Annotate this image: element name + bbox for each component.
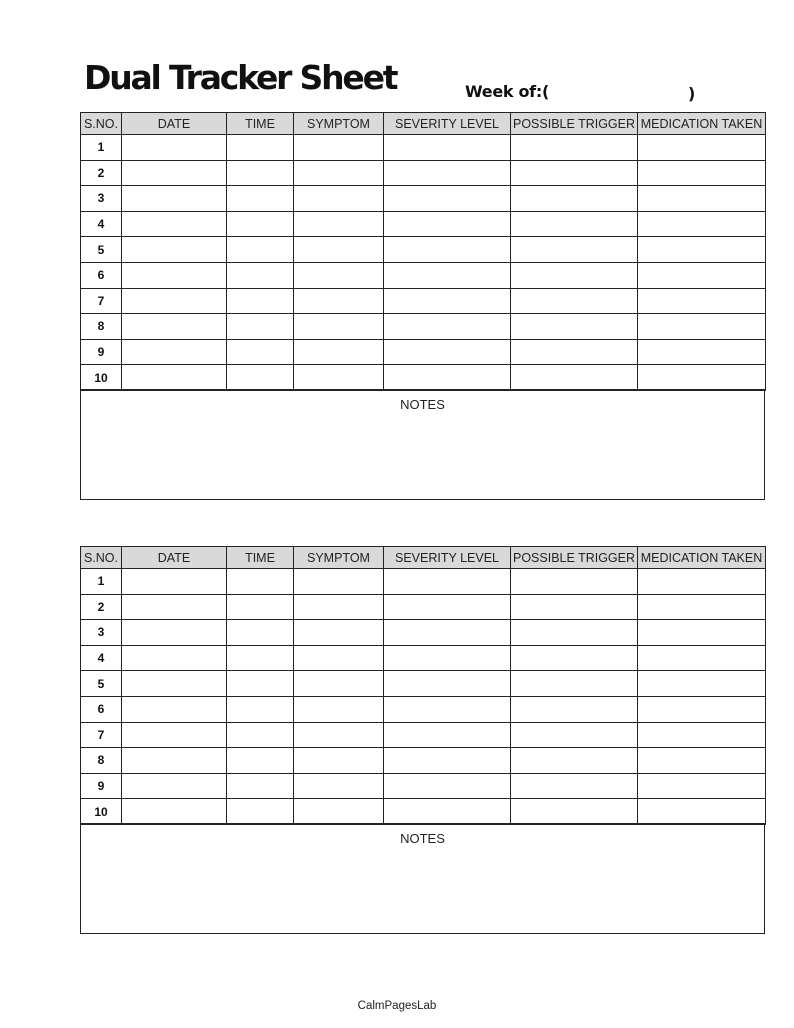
severity-level-cell[interactable]: [384, 186, 511, 212]
medication-taken-cell[interactable]: [638, 569, 766, 595]
possible-trigger-cell[interactable]: [511, 211, 638, 237]
time-cell[interactable]: [227, 160, 294, 186]
symptom-cell[interactable]: [294, 569, 384, 595]
time-cell[interactable]: [227, 799, 294, 825]
symptom-cell[interactable]: [294, 594, 384, 620]
column-header-date: DATE: [122, 113, 227, 135]
column-header-sno: S.NO.: [81, 547, 122, 569]
date-cell[interactable]: [122, 722, 227, 748]
time-cell[interactable]: [227, 186, 294, 212]
severity-level-cell[interactable]: [384, 671, 511, 697]
row-number: 3: [81, 620, 122, 646]
date-cell[interactable]: [122, 262, 227, 288]
column-header-severity-level: SEVERITY LEVEL: [384, 113, 511, 135]
time-cell[interactable]: [227, 339, 294, 365]
symptom-cell[interactable]: [294, 722, 384, 748]
table-row: [81, 314, 766, 340]
medication-taken-cell[interactable]: [638, 186, 766, 212]
severity-level-cell[interactable]: [384, 594, 511, 620]
medication-taken-cell[interactable]: [638, 799, 766, 825]
symptom-cell[interactable]: [294, 314, 384, 340]
row-number: 1: [81, 135, 122, 161]
row-number: 5: [81, 671, 122, 697]
severity-level-cell[interactable]: [384, 722, 511, 748]
possible-trigger-cell[interactable]: [511, 748, 638, 774]
possible-trigger-cell[interactable]: [511, 186, 638, 212]
medication-taken-cell[interactable]: [638, 620, 766, 646]
severity-level-cell[interactable]: [384, 620, 511, 646]
table-row: [81, 339, 766, 365]
date-cell[interactable]: [122, 696, 227, 722]
notes-box[interactable]: [80, 389, 765, 500]
possible-trigger-cell[interactable]: [511, 262, 638, 288]
possible-trigger-cell[interactable]: [511, 160, 638, 186]
tracker-1: [80, 112, 765, 500]
column-header-date: DATE: [122, 547, 227, 569]
column-header-medication-taken: MEDICATION TAKEN: [638, 113, 766, 135]
medication-taken-cell[interactable]: [638, 160, 766, 186]
date-cell[interactable]: [122, 288, 227, 314]
row-number: 8: [81, 748, 122, 774]
row-number: 8: [81, 314, 122, 340]
time-cell[interactable]: [227, 594, 294, 620]
possible-trigger-cell[interactable]: [511, 671, 638, 697]
time-cell[interactable]: [227, 645, 294, 671]
possible-trigger-cell[interactable]: [511, 365, 638, 391]
symptom-cell[interactable]: [294, 645, 384, 671]
table-row: [81, 237, 766, 263]
week-of-close-paren: ): [688, 84, 696, 103]
medication-taken-cell[interactable]: [638, 211, 766, 237]
symptom-cell[interactable]: [294, 748, 384, 774]
row-number: 2: [81, 160, 122, 186]
table-body: [81, 569, 766, 825]
medication-taken-cell[interactable]: [638, 645, 766, 671]
date-cell[interactable]: [122, 671, 227, 697]
date-cell[interactable]: [122, 211, 227, 237]
notes-label: NOTES: [400, 397, 445, 413]
time-cell[interactable]: [227, 237, 294, 263]
possible-trigger-cell[interactable]: [511, 594, 638, 620]
time-cell[interactable]: [227, 288, 294, 314]
tracker-2: [80, 546, 765, 934]
time-cell[interactable]: [227, 262, 294, 288]
severity-level-cell[interactable]: [384, 748, 511, 774]
possible-trigger-cell[interactable]: [511, 645, 638, 671]
date-cell[interactable]: [122, 160, 227, 186]
footer-brand: CalmPagesLab: [357, 1000, 437, 1012]
row-number: 3: [81, 186, 122, 212]
notes-label: NOTES: [400, 831, 445, 847]
column-header-time: TIME: [227, 547, 294, 569]
symptom-cell[interactable]: [294, 365, 384, 391]
column-header-possible-trigger: POSSIBLE TRIGGER: [511, 547, 638, 569]
possible-trigger-cell[interactable]: [511, 773, 638, 799]
column-header-symptom: SYMPTOM: [294, 547, 384, 569]
symptom-cell[interactable]: [294, 186, 384, 212]
row-number: 7: [81, 722, 122, 748]
severity-level-cell[interactable]: [384, 160, 511, 186]
column-header-severity-level: SEVERITY LEVEL: [384, 547, 511, 569]
medication-taken-cell[interactable]: [638, 339, 766, 365]
page-title: Dual Tracker Sheet: [84, 58, 397, 97]
symptom-cell[interactable]: [294, 288, 384, 314]
medication-taken-cell[interactable]: [638, 671, 766, 697]
possible-trigger-cell[interactable]: [511, 722, 638, 748]
date-cell[interactable]: [122, 339, 227, 365]
symptom-cell[interactable]: [294, 696, 384, 722]
date-cell[interactable]: [122, 365, 227, 391]
column-header-medication-taken: MEDICATION TAKEN: [638, 547, 766, 569]
medication-taken-cell[interactable]: [638, 262, 766, 288]
tracker-table-1: [80, 112, 766, 391]
table-row: [81, 696, 766, 722]
time-cell[interactable]: [227, 211, 294, 237]
time-cell[interactable]: [227, 748, 294, 774]
time-cell[interactable]: [227, 365, 294, 391]
symptom-cell[interactable]: [294, 135, 384, 161]
medication-taken-cell[interactable]: [638, 237, 766, 263]
date-cell[interactable]: [122, 799, 227, 825]
symptom-cell[interactable]: [294, 262, 384, 288]
medication-taken-cell[interactable]: [638, 696, 766, 722]
severity-level-cell[interactable]: [384, 569, 511, 595]
row-number: 10: [81, 799, 122, 825]
time-cell[interactable]: [227, 620, 294, 646]
row-number: 4: [81, 645, 122, 671]
row-number: 9: [81, 339, 122, 365]
symptom-cell[interactable]: [294, 211, 384, 237]
table-row: [81, 160, 766, 186]
severity-level-cell[interactable]: [384, 135, 511, 161]
table-row: [81, 620, 766, 646]
table-row: [81, 799, 766, 825]
row-number: 6: [81, 262, 122, 288]
medication-taken-cell[interactable]: [638, 748, 766, 774]
row-number: 7: [81, 288, 122, 314]
possible-trigger-cell[interactable]: [511, 135, 638, 161]
medication-taken-cell[interactable]: [638, 288, 766, 314]
table-row: [81, 262, 766, 288]
column-header-symptom: SYMPTOM: [294, 113, 384, 135]
table-row: [81, 569, 766, 595]
time-cell[interactable]: [227, 722, 294, 748]
table-row: [81, 773, 766, 799]
severity-level-cell[interactable]: [384, 799, 511, 825]
date-cell[interactable]: [122, 620, 227, 646]
symptom-cell[interactable]: [294, 671, 384, 697]
possible-trigger-cell[interactable]: [511, 288, 638, 314]
date-cell[interactable]: [122, 594, 227, 620]
severity-level-cell[interactable]: [384, 262, 511, 288]
column-header-time: TIME: [227, 113, 294, 135]
symptom-cell[interactable]: [294, 773, 384, 799]
symptom-cell[interactable]: [294, 620, 384, 646]
table-row: [81, 211, 766, 237]
week-of-label: Week of:(: [465, 82, 549, 101]
time-cell[interactable]: [227, 671, 294, 697]
row-number: 10: [81, 365, 122, 391]
severity-level-cell[interactable]: [384, 237, 511, 263]
severity-level-cell[interactable]: [384, 773, 511, 799]
medication-taken-cell[interactable]: [638, 773, 766, 799]
table-row: [81, 594, 766, 620]
notes-box[interactable]: [80, 823, 765, 934]
medication-taken-cell[interactable]: [638, 314, 766, 340]
severity-level-cell[interactable]: [384, 339, 511, 365]
severity-level-cell[interactable]: [384, 211, 511, 237]
date-cell[interactable]: [122, 237, 227, 263]
table-header-row: [81, 113, 766, 135]
row-number: 5: [81, 237, 122, 263]
medication-taken-cell[interactable]: [638, 365, 766, 391]
table-row: [81, 288, 766, 314]
row-number: 9: [81, 773, 122, 799]
date-cell[interactable]: [122, 186, 227, 212]
table-row: [81, 186, 766, 212]
column-header-possible-trigger: POSSIBLE TRIGGER: [511, 113, 638, 135]
severity-level-cell[interactable]: [384, 314, 511, 340]
severity-level-cell[interactable]: [384, 288, 511, 314]
symptom-cell[interactable]: [294, 339, 384, 365]
table-row: [81, 722, 766, 748]
tracker-table-2: [80, 546, 766, 825]
possible-trigger-cell[interactable]: [511, 314, 638, 340]
symptom-cell[interactable]: [294, 799, 384, 825]
severity-level-cell[interactable]: [384, 645, 511, 671]
row-number: 2: [81, 594, 122, 620]
table-row: [81, 671, 766, 697]
table-row: [81, 645, 766, 671]
symptom-cell[interactable]: [294, 160, 384, 186]
row-number: 6: [81, 696, 122, 722]
time-cell[interactable]: [227, 314, 294, 340]
possible-trigger-cell[interactable]: [511, 696, 638, 722]
medication-taken-cell[interactable]: [638, 722, 766, 748]
row-number: 1: [81, 569, 122, 595]
table-row: [81, 748, 766, 774]
medication-taken-cell[interactable]: [638, 135, 766, 161]
medication-taken-cell[interactable]: [638, 594, 766, 620]
column-header-sno: S.NO.: [81, 113, 122, 135]
symptom-cell[interactable]: [294, 237, 384, 263]
time-cell[interactable]: [227, 569, 294, 595]
possible-trigger-cell[interactable]: [511, 339, 638, 365]
date-cell[interactable]: [122, 748, 227, 774]
possible-trigger-cell[interactable]: [511, 237, 638, 263]
date-cell[interactable]: [122, 645, 227, 671]
time-cell[interactable]: [227, 773, 294, 799]
severity-level-cell[interactable]: [384, 696, 511, 722]
severity-level-cell[interactable]: [384, 365, 511, 391]
date-cell[interactable]: [122, 314, 227, 340]
date-cell[interactable]: [122, 569, 227, 595]
date-cell[interactable]: [122, 135, 227, 161]
possible-trigger-cell[interactable]: [511, 620, 638, 646]
table-row: [81, 135, 766, 161]
row-number: 4: [81, 211, 122, 237]
table-body: [81, 135, 766, 391]
possible-trigger-cell[interactable]: [511, 569, 638, 595]
time-cell[interactable]: [227, 135, 294, 161]
date-cell[interactable]: [122, 773, 227, 799]
table-row: [81, 365, 766, 391]
possible-trigger-cell[interactable]: [511, 799, 638, 825]
time-cell[interactable]: [227, 696, 294, 722]
table-header-row: [81, 547, 766, 569]
